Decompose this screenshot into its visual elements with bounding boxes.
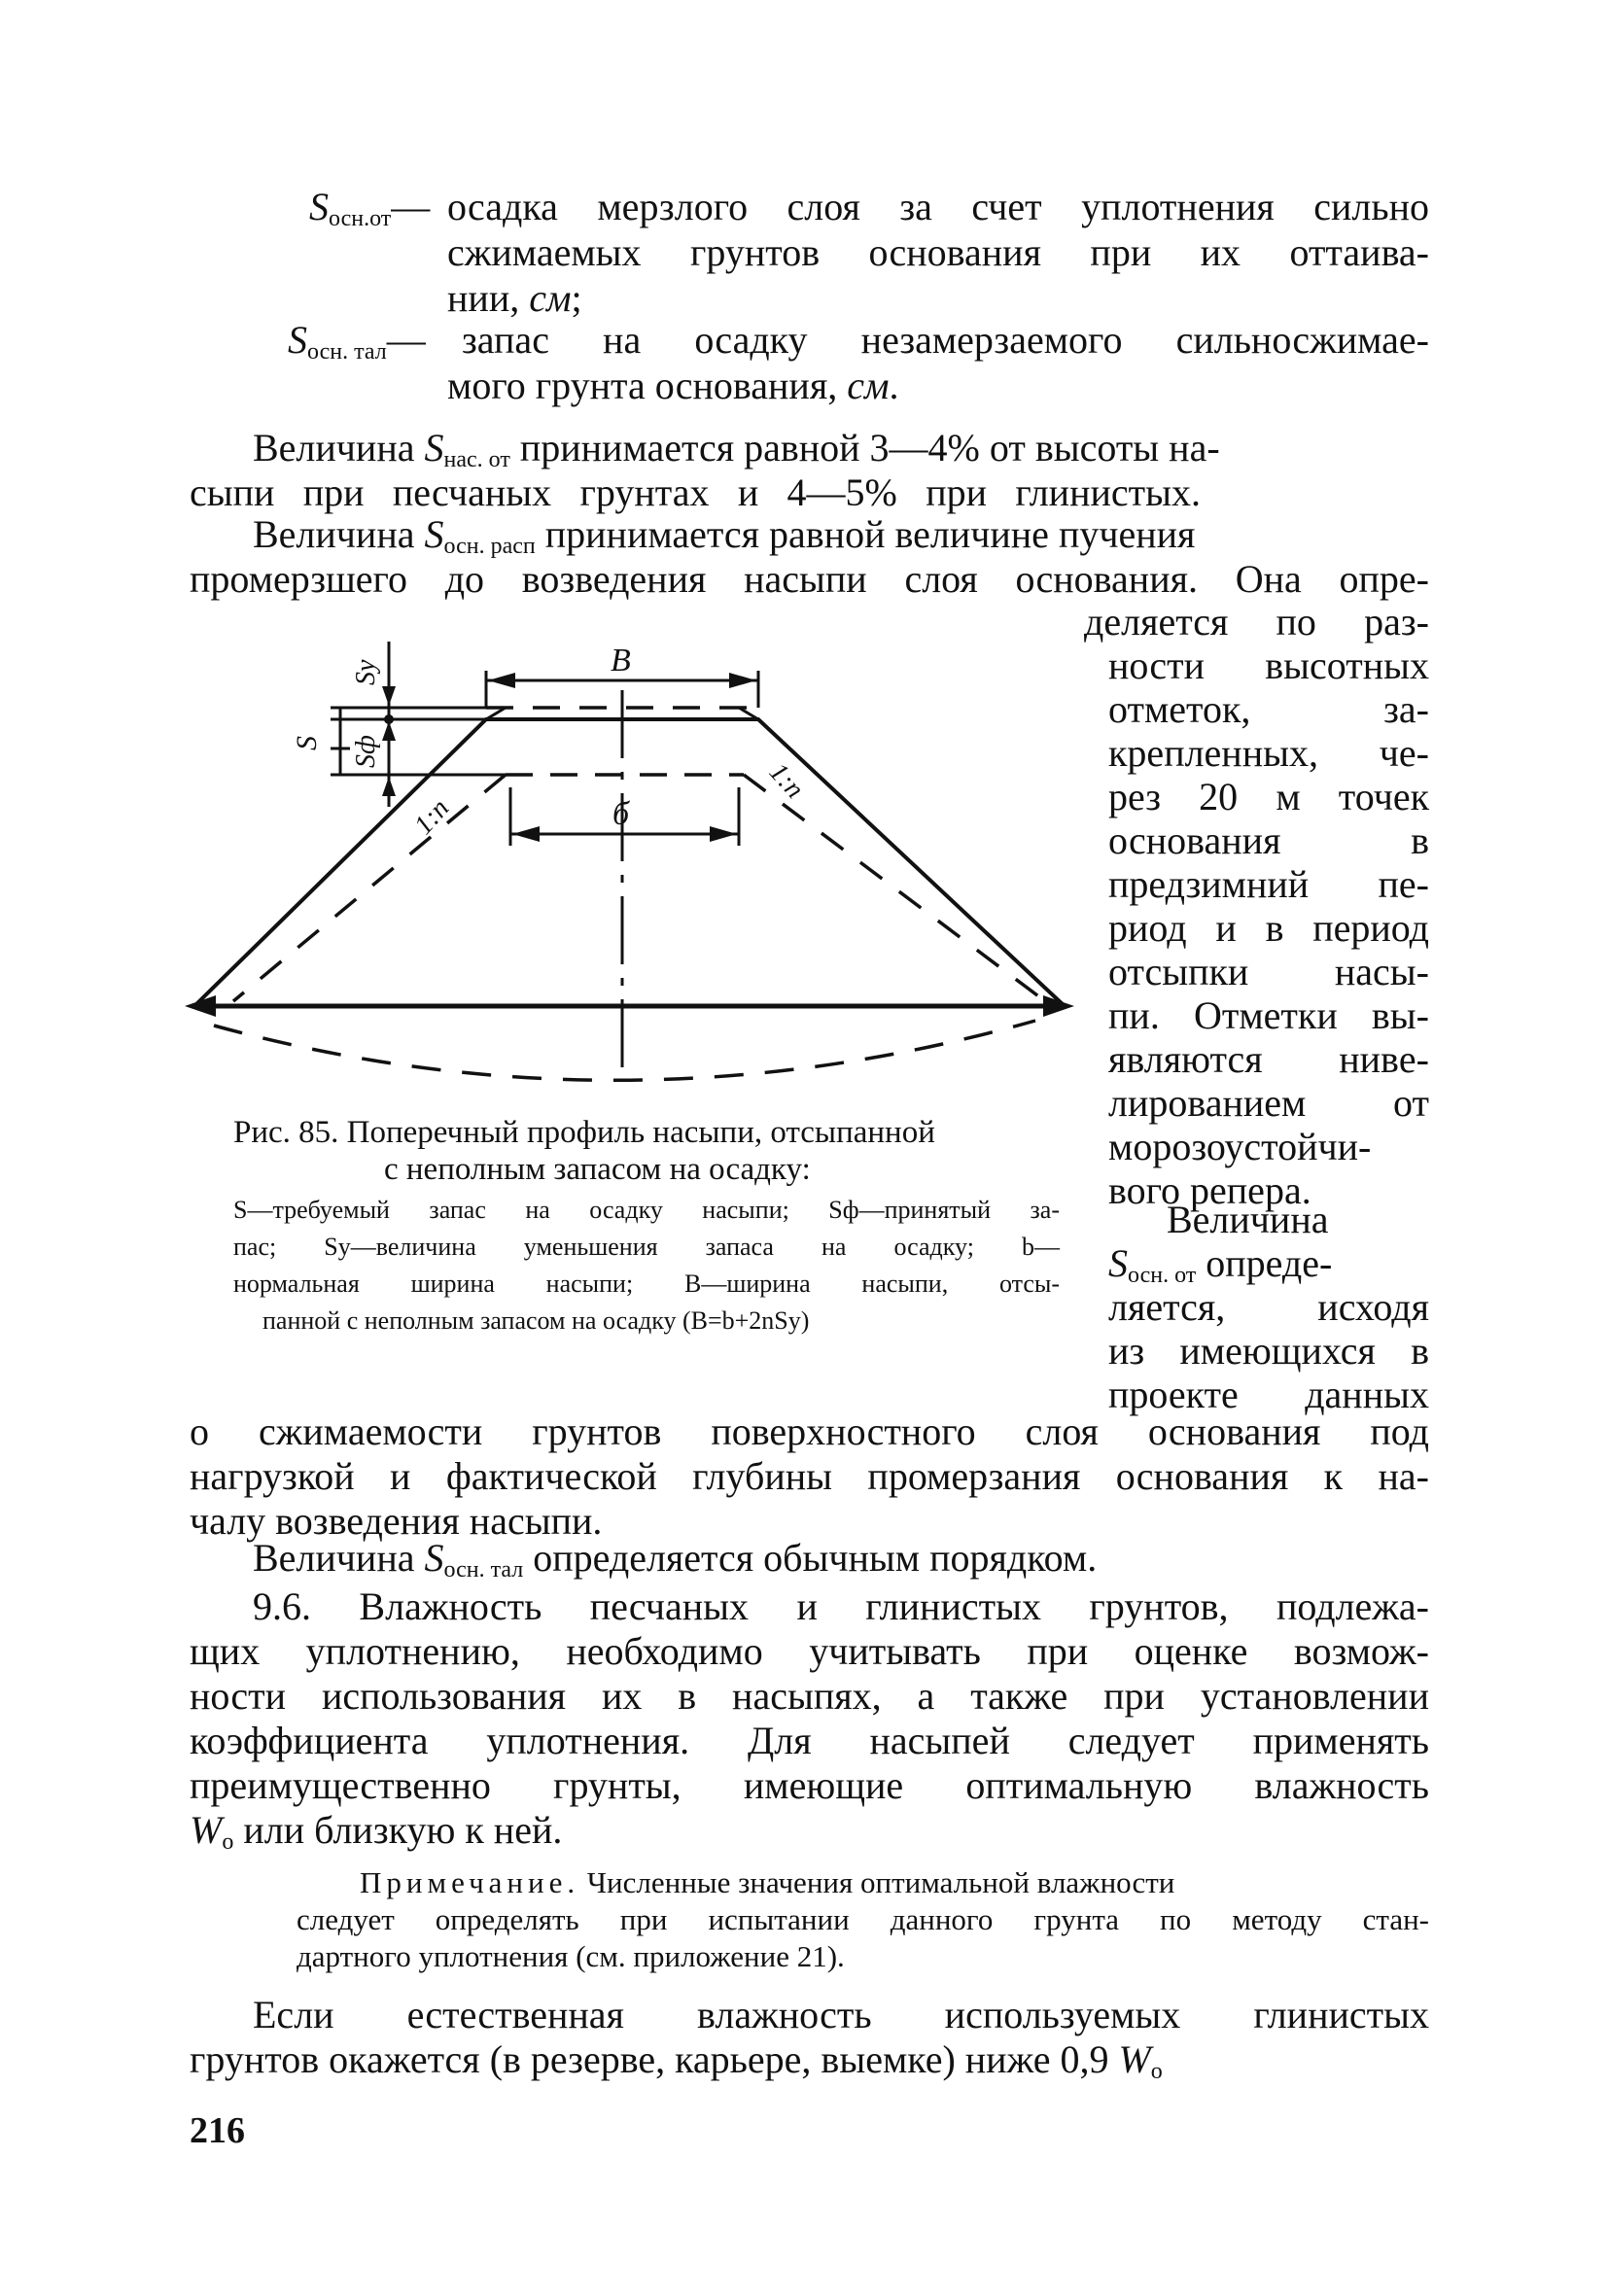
para-tal: Величина $S_{осн. тал}$ определяется обычным порядком.: [253, 1536, 1098, 1583]
side-2-line-1: Величина: [1167, 1198, 1329, 1241]
section-96-line: 9.6. Влажность песчаных и глинистых грунтов, подлежа-: [253, 1584, 1429, 1628]
figure-legend-line: нормальная ширина насыпи; B—ширина насыпи, отсы-: [233, 1270, 1060, 1298]
note-line-3: дартного уплотнения (см. приложение 21).: [297, 1939, 845, 1973]
para-rasp-line-2: промерзшего до возведения насыпи слоя основания. Она опре-: [190, 557, 1429, 601]
side-line: крепленных, че-: [1108, 731, 1429, 775]
para-nas-line-2: сыпи при песчаных грунтах и 4—5% при глинистых.: [190, 470, 1201, 514]
side-line: деляется по раз-: [1084, 600, 1429, 644]
dashed-right-slope: [744, 775, 1045, 1001]
side-line: отсыпки насы-: [1108, 950, 1429, 993]
def-2-line-1: запас на осадку незамерзаемого сильносжимае-: [462, 318, 1429, 362]
side-line: риод и в период: [1108, 906, 1429, 950]
label-B: B: [611, 643, 631, 678]
note-line-1: Примечание. Численные значения оптимальной влажности: [360, 1865, 1175, 1899]
def-1-symbol: $S_{осн.от}—$: [309, 185, 431, 231]
section-96-line: преимущественно грунты, имеющие оптимальную влажность: [190, 1763, 1429, 1807]
para-rasp-line-1: Величина $S_{осн. расп}$ принимается равной величине пучения: [253, 512, 1196, 559]
cont-line: нагрузкой и фактической глубины промерзания основания к на-: [190, 1454, 1429, 1498]
def-1-line-2: сжимаемых грунтов основания при их оттаива-: [447, 230, 1429, 274]
side-line: являются нивe-: [1108, 1037, 1429, 1081]
side-line: вого репера.: [1108, 1168, 1311, 1212]
label-slope-right: 1:n: [762, 756, 810, 805]
section-96-last-line: $W_o$ или близкую к ней.: [190, 1808, 563, 1855]
label-slope-left: 1:n: [408, 793, 456, 841]
section-96-line: коэффициента уплотнения. Для насыпей следует применять: [190, 1719, 1429, 1762]
side-line: предзимний пе-: [1108, 862, 1429, 906]
side-line: отметок, за-: [1108, 687, 1429, 731]
label-Sf: Sф: [351, 735, 381, 768]
section-96-line: щих уплотнению, необходимо учитывать при оценке возмож-: [190, 1629, 1429, 1673]
side-line: морозоустойчи-: [1108, 1125, 1372, 1168]
def-1-line-1: осадка мерзлого слоя за счет уплотнения сильно: [447, 185, 1429, 228]
def-2-line-2: мого грунта основания, см.: [447, 364, 899, 407]
cont-line: о сжимаемости грунтов поверхностного слоя основания под: [190, 1409, 1429, 1453]
label-b: б: [612, 796, 630, 832]
page-number: 216: [190, 2110, 245, 2151]
side-2-line-3: ляется, исходя: [1108, 1285, 1429, 1329]
note-line-2: следует определять при испытании данного грунта по методу стан-: [297, 1902, 1429, 1936]
dashed-left-slope: [233, 775, 506, 1001]
embankment-solid-outline: [194, 719, 1065, 1006]
side-2-line-5: проекте данных: [1108, 1373, 1429, 1416]
final-line-1: Если естественная влажность используемых глинистых: [253, 1993, 1429, 2036]
section-96-line: ности использования их в насыпях, а также при установлении: [190, 1674, 1429, 1718]
figure-legend-line: пас; Sy—величина уменьшения запаса на осадку; b—: [233, 1233, 1060, 1261]
side-line: ности высотных: [1108, 644, 1429, 687]
side-line: основания в: [1108, 818, 1429, 862]
label-S: S: [291, 736, 323, 750]
figure-legend-line: S—требуемый запас на осадку насыпи; Sф—принятый за-: [233, 1196, 1060, 1224]
figure-caption-line-1: Рис. 85. Поперечный профиль насыпи, отсыпанной: [233, 1115, 935, 1150]
figure-legend-line: панной с неполным запасом на осадку (B=b+2nSy): [262, 1306, 810, 1335]
dashed-settlement-curve: [214, 1021, 1035, 1080]
side-2-line-2: $S_{осн. от}$ опреде-: [1108, 1241, 1333, 1288]
def-2-symbol: $S_{осн. тал}—$: [288, 318, 426, 365]
side-line: пи. Отметки вы-: [1108, 993, 1429, 1037]
final-line-2: грунтов окажется (в резерве, карьере, выемке) ниже 0,9 $W_o$: [190, 2037, 1163, 2084]
figure-caption-line-2: с неполным запасом на осадку:: [384, 1152, 811, 1187]
side-line: лированием от: [1108, 1081, 1429, 1125]
def-1-line-3: нии, см;: [447, 276, 582, 320]
label-Sy: Sy: [351, 659, 381, 685]
para-nas-line-1: Величина $S_{нас. от}$ принимается равной 3—4% от высоты на-: [253, 426, 1220, 472]
side-line: рез 20 м точек: [1108, 775, 1429, 818]
cont-line: чалу возведения насыпи.: [190, 1499, 603, 1543]
side-2-line-4: из имеющихся в: [1108, 1329, 1429, 1373]
